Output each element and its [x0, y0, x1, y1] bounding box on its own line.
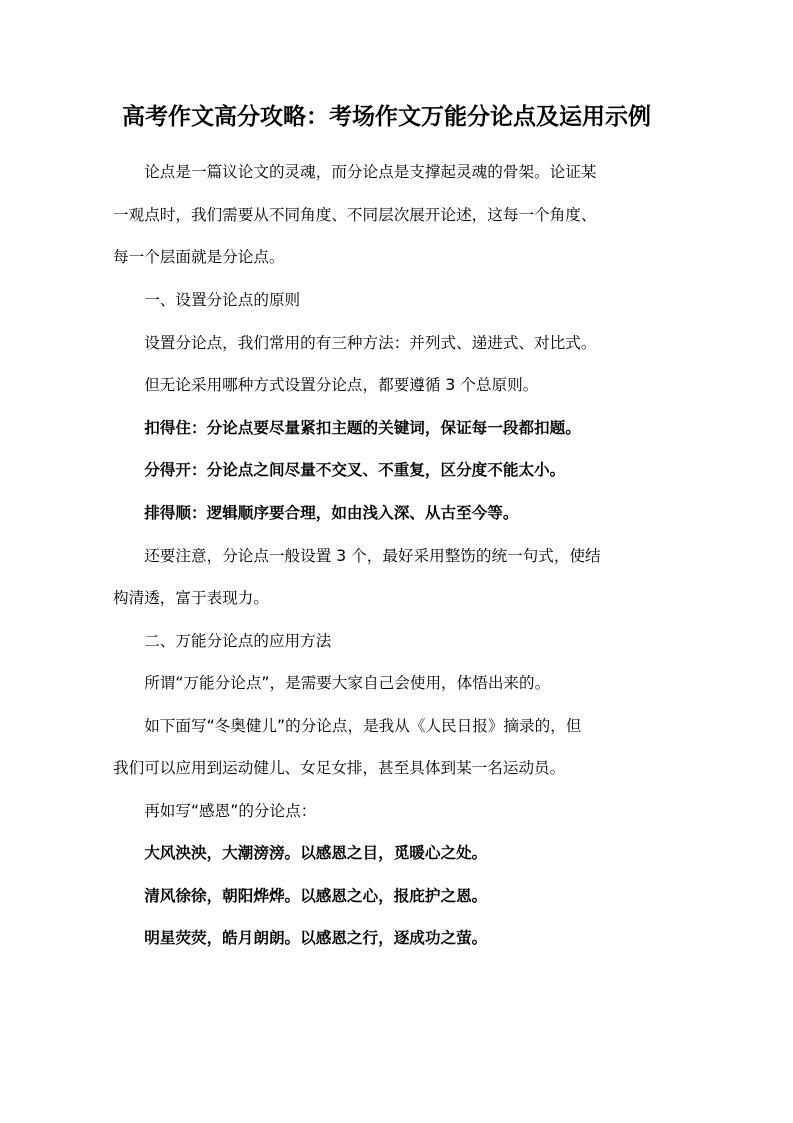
example-line: 明星荧荧，皓月朗朗。以感恩之行，逐成功之萤。: [113, 929, 488, 947]
body-line: 构清透，富于表现力。: [113, 589, 269, 607]
body-line: 再如写“感恩”的分论点：: [113, 802, 317, 820]
section-heading: 二、万能分论点的应用方法: [113, 632, 332, 650]
body-line: 我们可以应用到运动健儿、女足女排，甚至具体到某一名运动员。: [113, 759, 566, 777]
body-line: 每一个层面就是分论点。: [113, 248, 285, 266]
example-line: 清风徐徐，朝阳烨烨。以感恩之心，报庇护之恩。: [113, 887, 488, 905]
principle-line: 扣得住：分论点要尽量紧扣主题的关键词，保证每一段都扣题。: [113, 419, 581, 437]
body-line: 但无论采用哪种方式设置分论点，都要遵循 3 个总原则。: [113, 376, 539, 394]
page-title: 高考作文高分攻略：考场作文万能分论点及运用示例: [122, 104, 651, 130]
body-line: 如下面写“冬奥健儿”的分论点，是我从《人民日报》摘录的，但: [113, 717, 582, 735]
body-line: 设置分论点，我们常用的有三种方法：并列式、递进式、对比式。: [113, 334, 597, 352]
body-line: 论点是一篇议论文的灵魂，而分论点是支撑起灵魂的骨架。论证某: [113, 163, 597, 181]
section-heading: 一、设置分论点的原则: [113, 291, 301, 309]
example-line: 大风泱泱，大潮滂滂。以感恩之目，觅暖心之处。: [113, 844, 488, 862]
body-line: 还要注意，分论点一般设置 3 个，最好采用整饬的统一句式，使结: [113, 547, 601, 565]
principle-line: 分得开：分论点之间尽量不交叉、不重复，区分度不能太小。: [113, 461, 566, 479]
body-line: 一观点时，我们需要从不同角度、不同层次展开论述，这每一个角度、: [113, 206, 597, 224]
principle-line: 排得顺：逻辑顺序要合理，如由浅入深、从古至今等。: [113, 504, 519, 522]
body-line: 所谓“万能分论点”，是需要大家自己会使用，体悟出来的。: [113, 674, 551, 692]
